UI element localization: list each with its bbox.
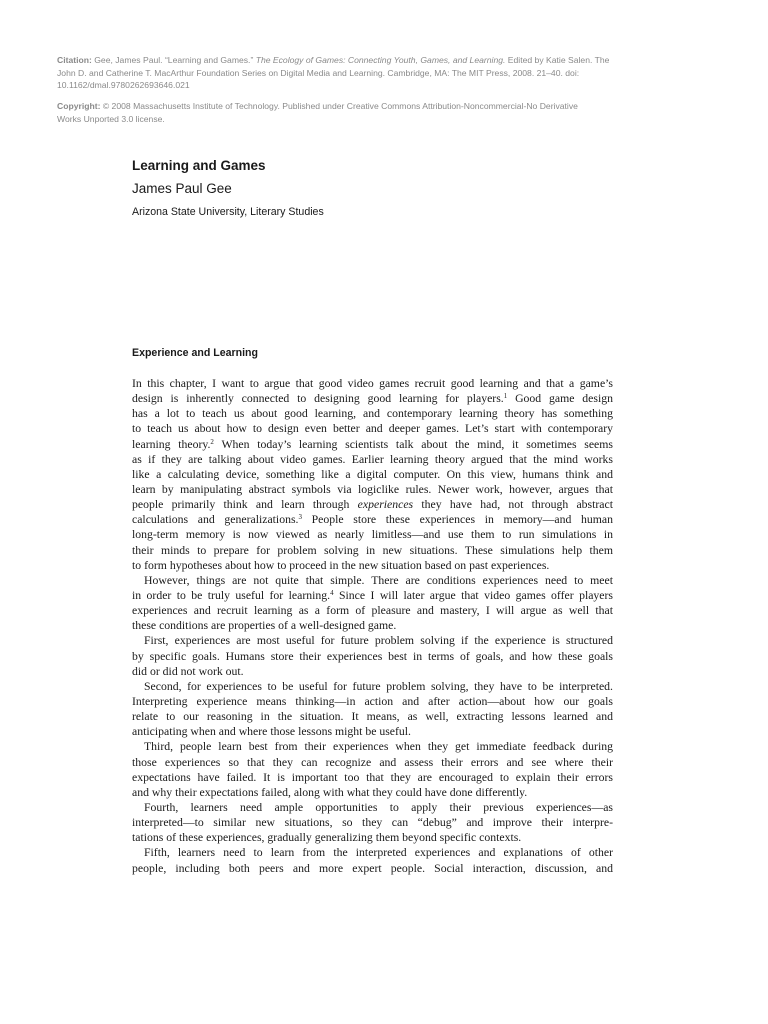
body-line: learn by manipulating abstract symbols via logiclike rules. Newer work, however, argues that: [132, 482, 613, 496]
author-name: James Paul Gee: [132, 181, 232, 196]
body-line: to form hypotheses about how to proceed in the new situation based on past experiences.: [132, 558, 550, 572]
body-line: [132, 512, 613, 527]
body-line-text: People store these experiences in memory—and human: [301, 513, 614, 527]
body-line: anticipating when and where those lessons might be useful.: [132, 725, 411, 739]
body-line: interpreted—to similar new situations, so they can “debug” and improve their interpre-: [132, 816, 613, 830]
citation-doi[interactable]: 10.1162/dmal.9780262693646.021: [57, 80, 190, 90]
body-line: like a calculating device, something like a digital computer. On this view, humans think and: [132, 467, 613, 481]
body-line-text: learning theory.: [132, 437, 211, 451]
body-line-text: When today’s learning scientists talk about the mind, it sometimes seems: [213, 437, 613, 451]
footnote-ref[interactable]: 4: [330, 588, 334, 597]
citation-book-title: The Ecology of Games: Connecting Youth, Games, and Learning.: [255, 55, 506, 65]
citation-label: Citation:: [57, 55, 92, 65]
body-line: and why their expectations failed, along with what they could have done differently.: [132, 785, 528, 799]
chapter-title: Learning and Games: [132, 158, 266, 173]
body-line: experiences and recruit learning as a form of pleasure and mastery, I will argue as well that: [132, 604, 613, 618]
body-line: as if they are talking about video games. Earlier learning theory argued that the mind works: [132, 452, 613, 466]
body-line: these conditions are properties of a well-designed game.: [132, 619, 397, 633]
body-line-text: they have had, not through abstract: [413, 498, 614, 512]
citation-editor: Edited by Katie Salen. The: [505, 55, 610, 65]
body-line: tations of these experiences, gradually generalizing them beyond specific contexts.: [132, 831, 522, 845]
body-line: However, things are not quite that simple. There are conditions experiences need to meet: [144, 573, 613, 587]
copyright-line-2: Works Unported 3.0 license.: [57, 113, 165, 124]
body-line-text: design is inherently connected to designing good learning for players.: [132, 392, 504, 406]
citation-line-1: [57, 54, 617, 67]
author-affiliation: Arizona State University, Literary Studies: [132, 206, 324, 218]
body-line: Second, for experiences to be useful for future problem solving, they have to be interpreted.: [144, 679, 613, 693]
footnote-ref[interactable]: 1: [503, 392, 508, 401]
citation-line-2: John D. and Catherine T. MacArthur Foundation Series on Digital Media and Learning. Cambridge, MA: The MIT Press, 2008. 21–40. doi:: [57, 67, 580, 78]
body-line: to teach us about how to design even better and deeper games. Let’s start with contemporary: [132, 422, 613, 436]
body-line: expectations have failed. It is important too that they are encouraged to explain their errors: [132, 770, 613, 784]
body-line-text: Good game design: [507, 392, 613, 406]
copyright-block: [57, 100, 617, 125]
copyright-line-1: [57, 100, 617, 113]
body-line: their minds to prepare for problem solving in new situations. These simulations help them: [132, 543, 613, 557]
body-line: [132, 588, 613, 603]
emphasis: experiences: [357, 498, 414, 512]
copyright-label: Copyright:: [57, 101, 101, 111]
body-text: [132, 376, 613, 876]
body-line: First, experiences are most useful for future problem solving if the experience is structured: [144, 634, 613, 648]
body-line: long-term memory is now viewed as nearly limitless—and use them to run simulations in: [132, 528, 613, 542]
body-line: In this chapter, I want to argue that good video games recruit good learning and that a game’s: [132, 377, 613, 390]
footnote-ref[interactable]: 2: [210, 437, 214, 446]
body-line: those experiences so that they can recognize and assess their errors and see where their: [132, 755, 613, 769]
body-line: Interpreting experience means thinking—in action and after action—about how our goals: [132, 694, 613, 708]
body-line: [132, 497, 613, 512]
body-line-text: in order to be truly useful for learning.: [132, 588, 331, 602]
body-line: Third, people learn best from their experiences when they get immediate feedback during: [144, 740, 613, 754]
citation-authors: Gee, James Paul. “Learning and Games.”: [91, 55, 256, 65]
body-line-text: Since I will later argue that video games offer players: [333, 588, 614, 602]
body-line: has a lot to teach us about good learning, and contemporary learning theory has something: [132, 407, 613, 421]
body-line: Fourth, learners need ample opportunities to apply their previous experiences—as: [144, 800, 613, 814]
body-line: [132, 437, 613, 452]
body-line: by specific goals. Humans store their experiences best in terms of goals, and how these goals: [132, 649, 613, 663]
citation-block: [57, 54, 617, 92]
body-line: relate to our reasoning in the situation. It means, as well, extracting lessons learned and: [132, 710, 613, 724]
copyright-text: © 2008 Massachusetts Institute of Technology. Published under Creative Commons Attribution-Noncommercial-No Derivative: [100, 101, 578, 111]
body-line: [132, 391, 613, 406]
footnote-ref[interactable]: 3: [298, 513, 302, 522]
body-line-text: calculations and generalizations.: [132, 513, 299, 527]
body-line: people, including both peers and more expert people. Social interaction, discussion, and: [132, 861, 613, 875]
section-heading: Experience and Learning: [132, 347, 258, 359]
body-line: did or did not work out.: [132, 664, 244, 678]
body-line-text: people primarily think and learn through: [132, 498, 358, 512]
body-line: Fifth, learners need to learn from the interpreted experiences and explanations of other: [144, 846, 613, 860]
